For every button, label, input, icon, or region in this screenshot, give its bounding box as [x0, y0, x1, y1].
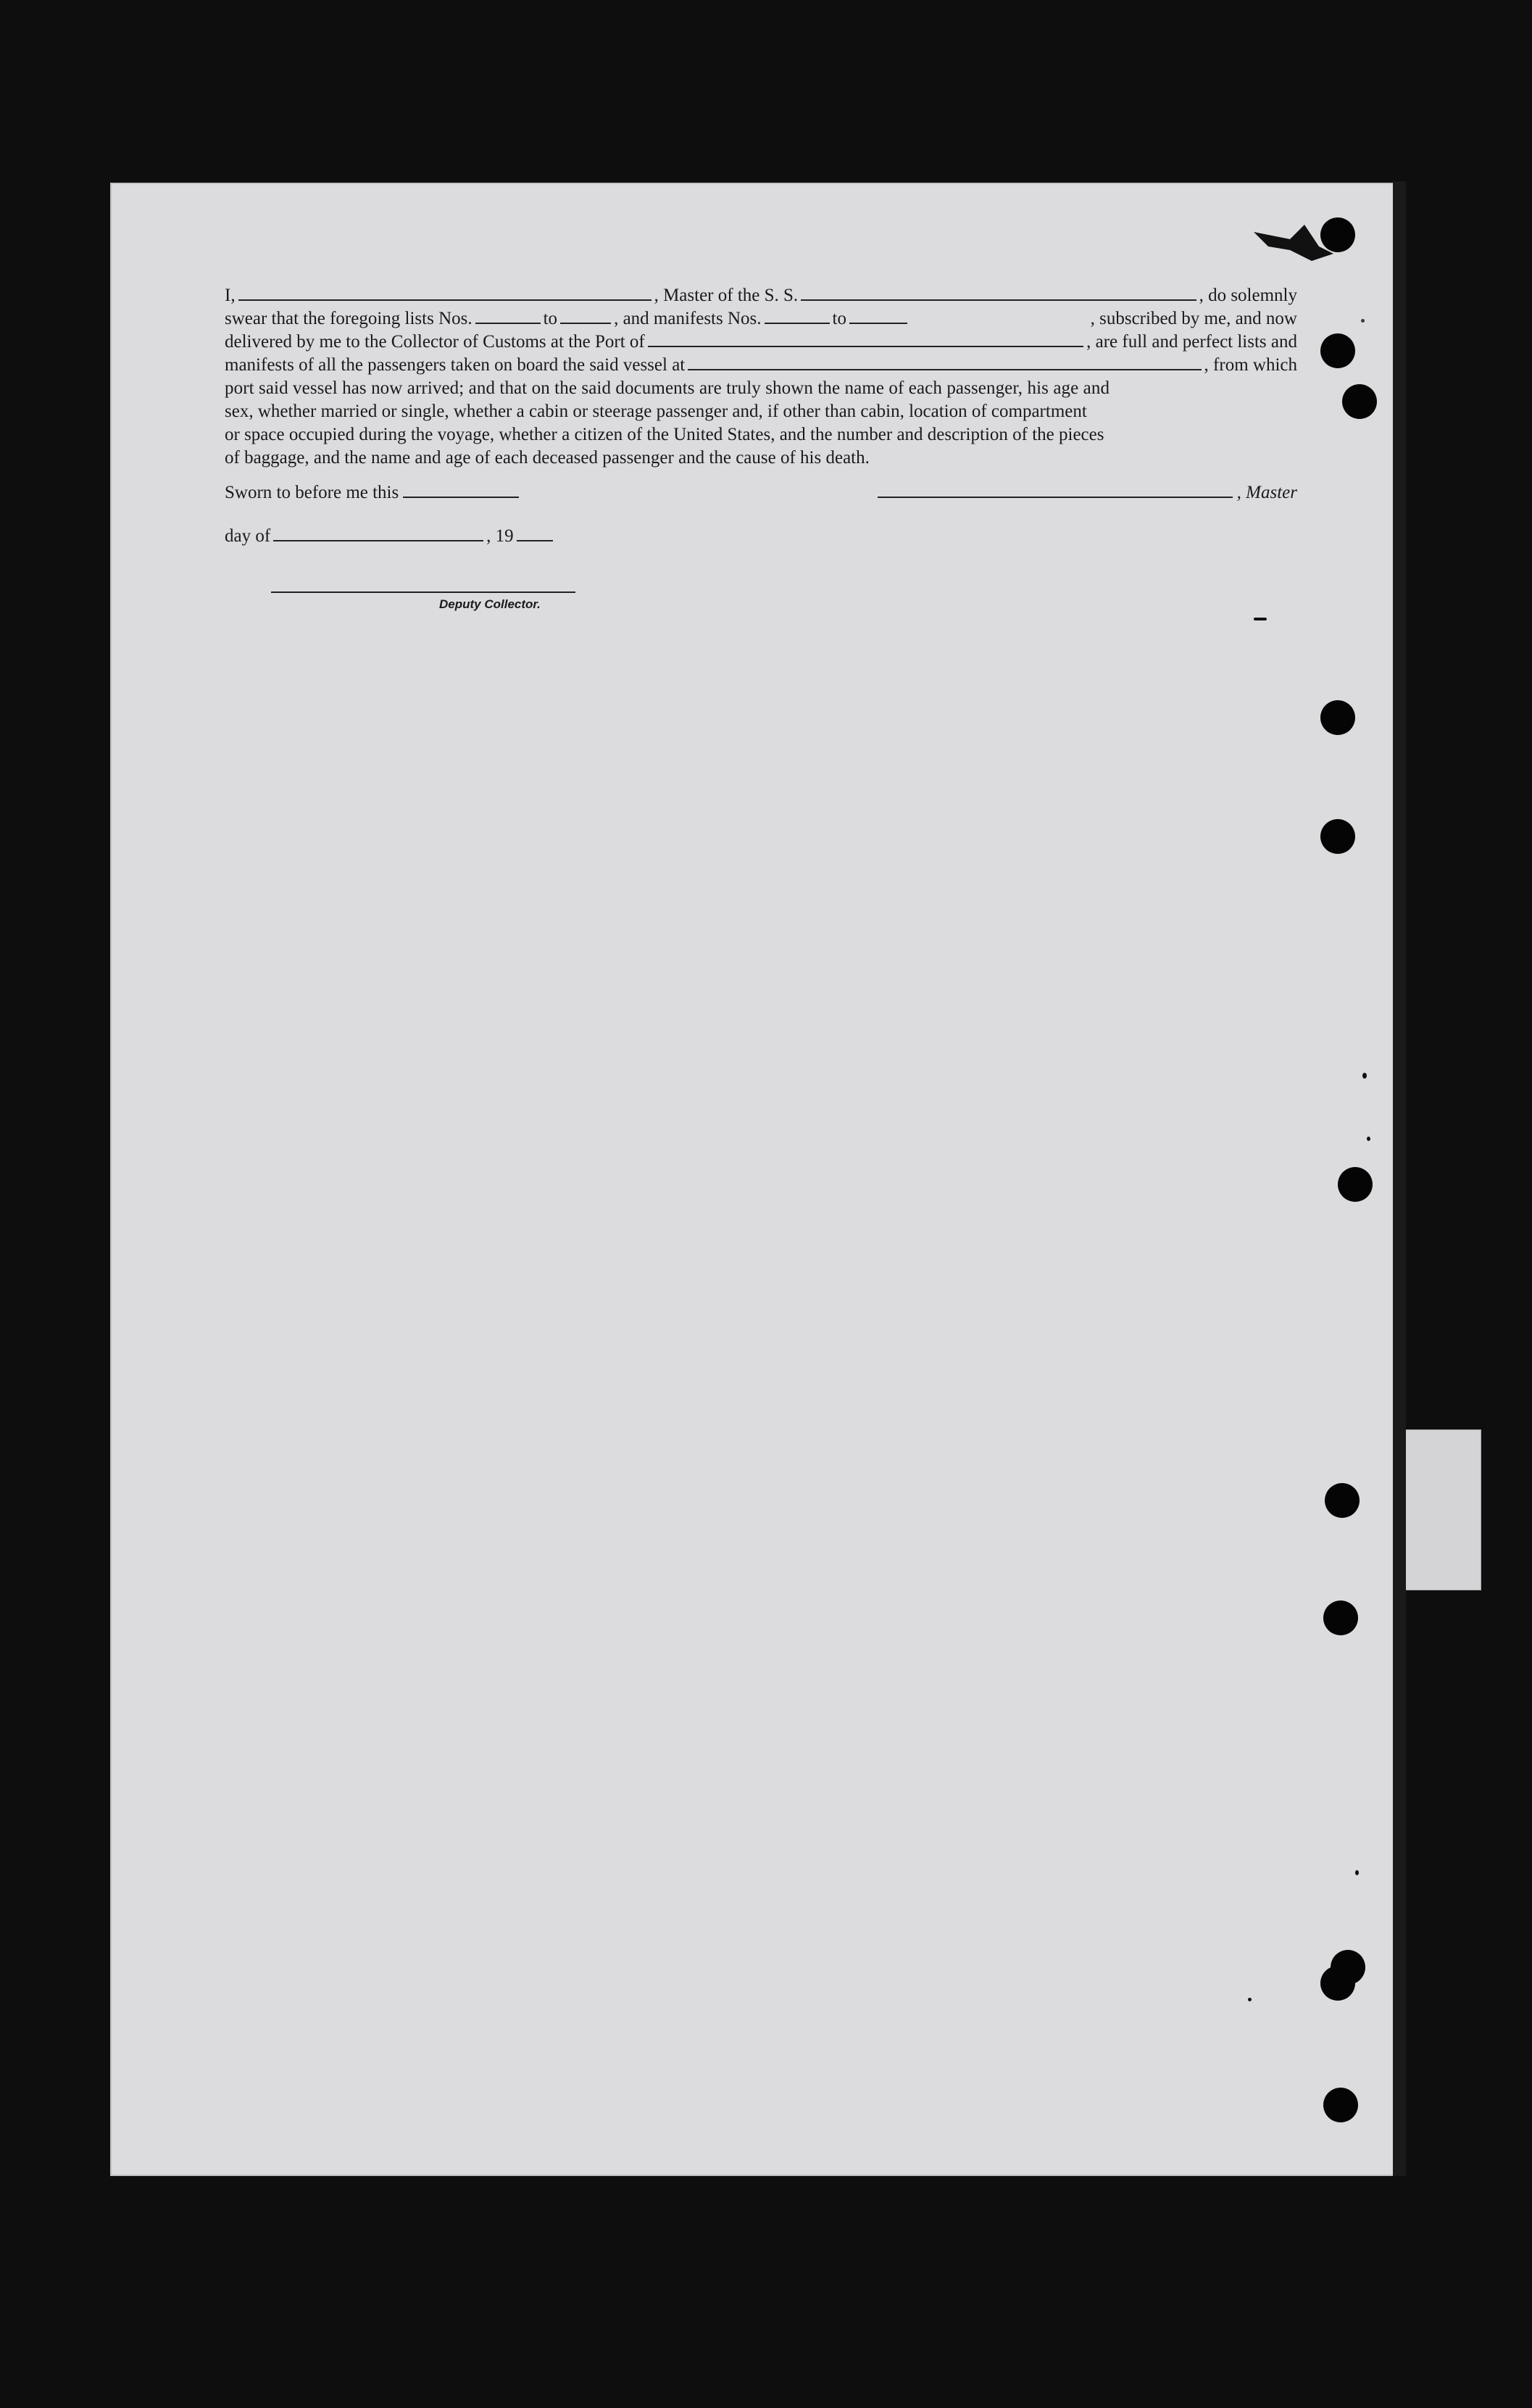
punch-hole-icon: [1320, 1966, 1355, 2001]
master-name-field[interactable]: [238, 286, 651, 301]
ink-speck: [1355, 1870, 1359, 1875]
oath-and-manifests: , and manifests Nos.: [614, 309, 762, 328]
lists-to-field[interactable]: [560, 310, 611, 324]
ink-speck: [1254, 618, 1267, 620]
punch-hole-icon: [1320, 819, 1355, 854]
oath-line-7: [225, 423, 1297, 447]
port-field[interactable]: [648, 333, 1083, 347]
oath-manifests: manifests of all the passengers taken on board the said vessel at: [225, 355, 686, 375]
embarkation-port-field[interactable]: [688, 356, 1201, 370]
punch-hole-icon: [1320, 217, 1355, 252]
day-month-field[interactable]: [273, 527, 483, 541]
day-row: [225, 526, 556, 547]
manifests-to-field[interactable]: [849, 310, 907, 324]
faded-stamp: [1393, 1429, 1481, 1590]
lists-from-field[interactable]: [475, 310, 541, 324]
year-field[interactable]: [517, 527, 553, 541]
sworn-date-field[interactable]: [403, 483, 519, 498]
master-label: , Master: [1236, 483, 1297, 502]
punch-hole-icon: [1320, 333, 1355, 368]
punch-hole-icon: [1338, 1167, 1373, 1202]
oath-i: I,: [225, 286, 236, 305]
punch-hole-icon: [1320, 700, 1355, 735]
sworn-row: [225, 483, 1297, 503]
paper-edge-shadow: [1393, 181, 1406, 2176]
punch-hole-icon: [1325, 1483, 1360, 1518]
deputy-collector-label: Deputy Collector.: [439, 597, 541, 611]
ink-speck: [1367, 1137, 1370, 1141]
oath-paragraph: [225, 284, 1297, 470]
oath-full: , are full and perfect lists and: [1086, 332, 1297, 352]
oath-line-1: [225, 284, 1297, 307]
oath-do-solemnly: , do solemnly: [1199, 286, 1297, 305]
ink-speck: [1361, 319, 1365, 323]
oath-swear: swear that the foregoing lists Nos.: [225, 309, 472, 328]
punch-hole-icon: [1342, 384, 1377, 419]
sworn-label: Sworn to before me this: [225, 483, 399, 502]
oath-line-2: [225, 307, 1297, 331]
oath-master-of: , Master of the S. S.: [654, 286, 799, 305]
ship-name-field[interactable]: [801, 286, 1196, 301]
oath-line-6: [225, 400, 1297, 423]
oath-line-5: [225, 377, 1297, 400]
deputy-signature-line[interactable]: [271, 591, 575, 593]
oath-text-5: port said vessel has now arrived; and that on the said documents are truly shown the name of each passenger, his age and: [225, 378, 1110, 398]
oath-line-8: [225, 447, 1297, 470]
oath-to-2: to: [832, 309, 846, 328]
oath-line-3: [225, 331, 1297, 354]
oath-line-4: [225, 354, 1297, 377]
master-signature-field[interactable]: [878, 483, 1233, 498]
oath-from-which: , from which: [1204, 355, 1297, 375]
document-page: [110, 183, 1404, 2176]
day-of-label: day of: [225, 526, 271, 546]
oath-text-6: sex, whether married or single, whether a cabin or steerage passenger and, if other than cabin, location of compartment: [225, 402, 1087, 421]
year-label: , 19: [486, 526, 514, 546]
manifests-from-field[interactable]: [765, 310, 830, 324]
ink-speck: [1362, 1073, 1367, 1079]
oath-text-8: of baggage, and the name and age of each deceased passenger and the cause of his death.: [225, 448, 870, 468]
punch-hole-icon: [1323, 2088, 1358, 2122]
oath-to-1: to: [543, 309, 558, 328]
oath-text-7: or space occupied during the voyage, whether a citizen of the United States, and the number and description of the pieces: [225, 425, 1104, 444]
ink-speck: [1248, 1998, 1252, 2001]
oath-subscribed: , subscribed by me, and now: [1090, 309, 1297, 328]
punch-hole-icon: [1323, 1601, 1358, 1635]
oath-delivered: delivered by me to the Collector of Customs at the Port of: [225, 332, 645, 352]
